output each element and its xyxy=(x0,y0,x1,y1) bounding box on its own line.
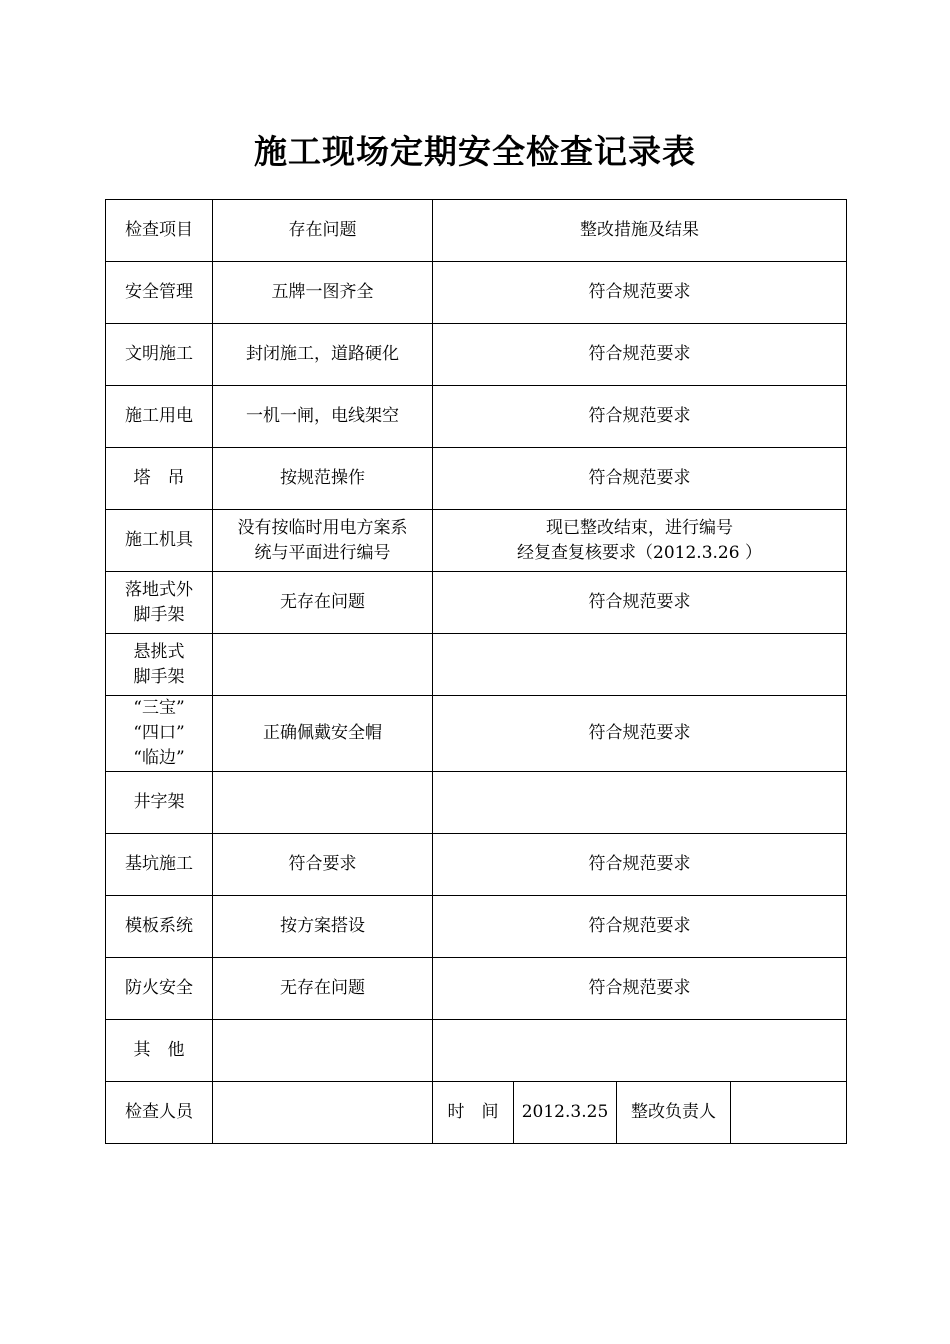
row-item-cell xyxy=(106,572,213,634)
row-item-cell xyxy=(106,634,213,696)
table-row xyxy=(106,572,847,634)
row-issue-cell xyxy=(213,696,433,772)
table-row xyxy=(106,958,847,1020)
cell-line: 经复查复核要求（2012.3.26 ） xyxy=(517,542,762,563)
row-issue-cell xyxy=(213,510,433,572)
cell-line: 封闭施工，道路硬化 xyxy=(246,344,399,364)
row-issue-cell xyxy=(213,634,433,696)
cell-line: 符合规范要求 xyxy=(588,854,691,874)
cell-line: 施工用电 xyxy=(125,406,193,426)
table-row xyxy=(106,696,847,772)
row-result-cell xyxy=(433,448,847,510)
row-item-cell xyxy=(106,696,213,772)
cell-line: 塔 吊 xyxy=(133,468,185,488)
table-row xyxy=(106,324,847,386)
row-item-cell xyxy=(106,958,213,1020)
cell-line: 符合规范要求 xyxy=(588,406,691,426)
cell-line: “四口” xyxy=(133,723,185,743)
row-result-cell xyxy=(433,386,847,448)
row-issue-cell xyxy=(213,1020,433,1082)
cell-line: “三宝” xyxy=(133,698,185,718)
row-result-cell xyxy=(433,262,847,324)
row-issue-cell xyxy=(213,958,433,1020)
page-title: 施工现场定期安全检查记录表 xyxy=(254,132,696,171)
responsible-value xyxy=(731,1082,847,1144)
table-row xyxy=(106,510,847,572)
row-item-cell xyxy=(106,262,213,324)
row-issue-cell xyxy=(213,572,433,634)
table-row xyxy=(106,834,847,896)
cell-line: 符合规范要求 xyxy=(588,468,691,488)
row-result-cell xyxy=(433,958,847,1020)
row-result-cell xyxy=(433,510,847,572)
table-row xyxy=(106,1020,847,1082)
row-result-cell xyxy=(433,572,847,634)
cell-line: 符合规范要求 xyxy=(588,592,691,612)
row-result-cell xyxy=(433,772,847,834)
cell-line: 脚手架 xyxy=(133,666,185,687)
header-result: 整改措施及结果 xyxy=(433,200,847,262)
table-row xyxy=(106,896,847,958)
cell-line: 符合要求 xyxy=(288,854,357,874)
cell-line: 基坑施工 xyxy=(125,854,193,874)
inspection-record-table xyxy=(105,199,847,1144)
cell-line: 现已整改结束，进行编号 xyxy=(546,517,733,538)
cell-line: 模板系统 xyxy=(125,916,193,936)
cell-line: 无存在问题 xyxy=(280,978,365,998)
header-item: 检查项目 xyxy=(106,200,213,262)
cell-line: 符合规范要求 xyxy=(588,978,691,998)
row-item-cell xyxy=(106,834,213,896)
cell-line: 符合规范要求 xyxy=(588,723,691,743)
cell-line: 文明施工 xyxy=(125,344,193,364)
cell-line: 五牌一图齐全 xyxy=(271,282,374,302)
header-row xyxy=(106,200,847,262)
cell-line: 一机一闸，电线架空 xyxy=(246,406,399,426)
cell-line: 防火安全 xyxy=(125,978,193,998)
cell-line: 其 他 xyxy=(133,1040,185,1060)
cell-line: 井字架 xyxy=(133,792,185,812)
row-result-cell xyxy=(433,324,847,386)
row-result-cell xyxy=(433,696,847,772)
row-item-cell xyxy=(106,386,213,448)
cell-line: 无存在问题 xyxy=(280,592,365,612)
header-issue: 存在问题 xyxy=(213,200,433,262)
cell-line: 符合规范要求 xyxy=(588,282,691,302)
row-result-cell xyxy=(433,634,847,696)
cell-line: 施工机具 xyxy=(125,530,193,550)
row-issue-cell xyxy=(213,262,433,324)
cell-line: 正确佩戴安全帽 xyxy=(263,723,382,743)
footer-row xyxy=(106,1082,847,1144)
row-issue-cell xyxy=(213,324,433,386)
row-issue-cell xyxy=(213,386,433,448)
row-result-cell xyxy=(433,1020,847,1082)
table-row xyxy=(106,772,847,834)
row-result-cell xyxy=(433,834,847,896)
cell-line: “临边” xyxy=(133,748,185,768)
cell-line: 按方案搭设 xyxy=(280,916,365,936)
row-item-cell xyxy=(106,448,213,510)
table-row xyxy=(106,262,847,324)
inspector-label: 检查人员 xyxy=(106,1082,213,1144)
cell-line: 安全管理 xyxy=(125,282,193,302)
cell-line: 脚手架 xyxy=(133,604,185,625)
row-result-cell xyxy=(433,896,847,958)
row-issue-cell xyxy=(213,448,433,510)
cell-line: 符合规范要求 xyxy=(588,916,691,936)
inspector-value xyxy=(213,1082,433,1144)
table-row xyxy=(106,634,847,696)
time-label: 时 间 xyxy=(433,1082,514,1144)
time-value: 2012.3.25 xyxy=(514,1082,617,1144)
cell-line: 没有按临时用电方案系 xyxy=(237,517,408,538)
cell-line: 符合规范要求 xyxy=(588,344,691,364)
cell-line: 统与平面进行编号 xyxy=(254,542,391,563)
cell-line: 按规范操作 xyxy=(280,468,365,488)
responsible-label: 整改负责人 xyxy=(617,1082,731,1144)
cell-line: 悬挑式 xyxy=(133,641,185,662)
table-row xyxy=(106,386,847,448)
row-item-cell xyxy=(106,896,213,958)
row-item-cell xyxy=(106,1020,213,1082)
cell-line: 落地式外 xyxy=(125,579,193,600)
table-row xyxy=(106,448,847,510)
row-issue-cell xyxy=(213,896,433,958)
row-item-cell xyxy=(106,510,213,572)
row-issue-cell xyxy=(213,834,433,896)
row-issue-cell xyxy=(213,772,433,834)
row-item-cell xyxy=(106,324,213,386)
row-item-cell xyxy=(106,772,213,834)
